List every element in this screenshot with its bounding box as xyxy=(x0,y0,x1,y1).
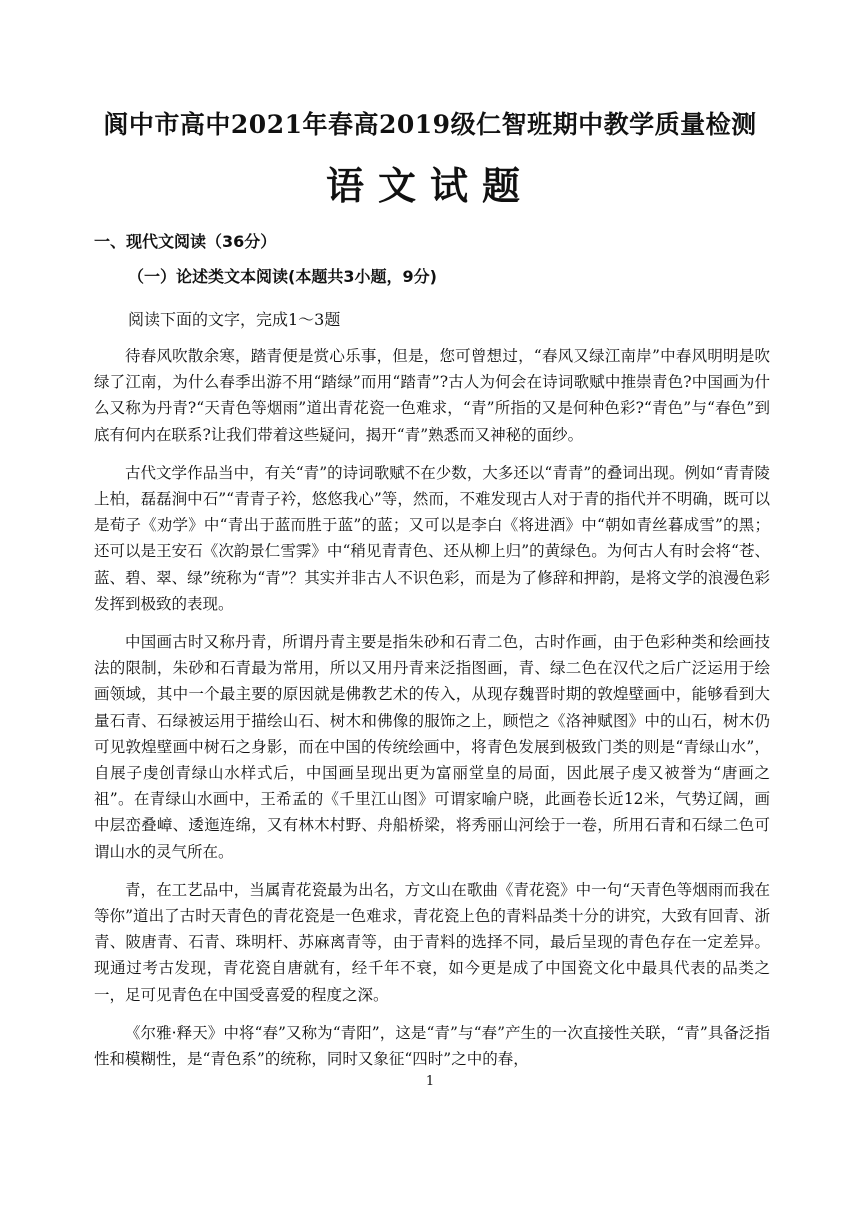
reading-instruction: 阅读下面的文字，完成1～3题 xyxy=(128,310,341,329)
page-number: 1 xyxy=(425,1074,435,1089)
reading-passage xyxy=(94,343,770,1084)
passage-paragraph: 青，在工艺品中，当属青花瓷最为出名，方文山在歌曲《青花瓷》中一句“天青色等烟雨而我在等你”道出了古时天青色的青花瓷是一色难求，青花瓷上色的青料品类十分的讲究，大致有回青、浙青、陂唐青、石青、珠明杆、苏麻离青等，由于青料的选择不同，最后呈现的青色存在一定差异。现通过考古发现，青花瓷自唐就有，经千年不衰，如今更是成了中国瓷文化中最具代表的品类之一，足可见青色在中国受喜爱的程度之深。 xyxy=(94,880,770,1004)
subject-title: 语文试题 xyxy=(325,163,534,208)
passage-paragraph: 《尔雅·释天》中将“春”又称为“青阳”，这是“青”与“春”产生的一次直接性关联，“青”具备泛指性和模糊性，是“青色系”的统称，同时又象征“四时”之中的春， xyxy=(94,1023,770,1069)
section-heading: 一、现代文阅读（36分） xyxy=(94,232,277,251)
passage-paragraph: 待春风吹散余寒，踏青便是赏心乐事，但是，您可曾想过，“春风又绿江南岸”中春风明明是吹绿了江南，为什么春季出游不用“踏绿”而用“踏青”?古人为何会在诗词歌赋中推崇青色?中国画为什么又称为丹青?“天青色等烟雨”道出青花瓷一色难求，“青”所指的又是何种色彩?“青色”与“春色”到底有何内在联系?让我们带着这些疑问，揭开“青”熟悉而又神秘的面纱。 xyxy=(94,347,770,444)
exam-title: 阆中市高中2021年春高2019级仁智班期中教学质量检测 xyxy=(103,110,757,139)
passage-paragraph: 中国画古时又称丹青，所谓丹青主要是指朱砂和石青二色，古时作画，由于色彩种类和绘画技法的限制，朱砂和石青最为常用，所以又用丹青来泛指图画，青、绿二色在汉代之后广泛运用于绘画领域，其中一个最主要的原因就是佛教艺术的传入，从现存魏晋时期的敦煌壁画中，能够看到大量石青、石绿被运用于描绘山石、树木和佛像的服饰之上，顾恺之《洛神赋图》中的山石，树木仍可见敦煌壁画中树石之身影，而在中国的传统绘画中，将青色发展到极致门类的则是“青绿山水”，自展子虔创青绿山水样式后，中国画呈现出更为富丽堂皇的局面，因此展子虔又被誉为“唐画之祖”。在青绿山水画中，王希孟的《千里江山图》可谓家喻户晓，此画卷长近12米，气势辽阔，画中层峦叠嶂、逶迤连绵，又有林木村野、舟船桥梁，将秀丽山河绘于一卷，所用石青和石绿二色可谓山水的灵气所在。 xyxy=(94,633,770,861)
passage-paragraph: 古代文学作品当中，有关“青”的诗词歌赋不在少数，大多还以“青青”的叠词出现。例如“青青陵上柏，磊磊涧中石”“青青子衿，悠悠我心”等，然而，不难发现古人对于青的指代并不明确，既可以是荀子《劝学》中“青出于蓝而胜于蓝”的蓝；又可以是李白《将进酒》中“朝如青丝暮成雪”的黑；还可以是王安石《次韵景仁雪霁》中“稍见青青色、还从柳上归”的黄绿色。为何古人有时会将“苍、蓝、碧、翠、绿”统称为“青”？其实并非古人不识色彩，而是为了修辞和押韵，是将文学的浪漫色彩发挥到极致的表现。 xyxy=(94,463,770,613)
subsection-heading: （一）论述类文本阅读(本题共3小题，9分) xyxy=(128,267,437,286)
